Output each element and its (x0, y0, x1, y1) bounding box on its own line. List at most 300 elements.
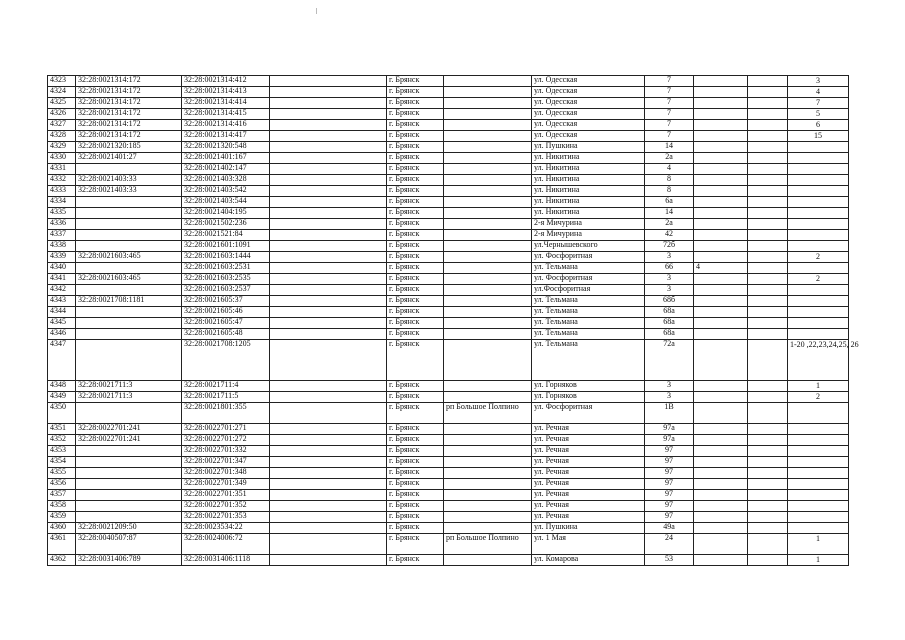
parcel-cadastral-number: 32:28:0021314:172 (76, 131, 182, 142)
city-cell: г. Брянск (387, 490, 444, 501)
premise-cell (270, 329, 387, 340)
building-cadastral-number: 32:28:0024006:72 (182, 534, 270, 555)
premise-cell (270, 153, 387, 164)
scan-mark (316, 8, 317, 14)
row-number: 4324 (48, 87, 76, 98)
parcel-cadastral-number (76, 164, 182, 175)
table-row (48, 285, 849, 296)
row-number: 4342 (48, 285, 76, 296)
street-cell: 2-я Мичурина (532, 219, 645, 230)
apartment-number-cell (788, 468, 849, 479)
premise-cell (270, 468, 387, 479)
building-number-cell: 4 (694, 263, 748, 274)
room-cell (748, 435, 788, 446)
row-number: 4362 (48, 555, 76, 566)
row-number: 4361 (48, 534, 76, 555)
settlement-cell (444, 76, 532, 87)
house-number-cell: 68а (645, 329, 694, 340)
city-cell: г. Брянск (387, 186, 444, 197)
table-row (48, 457, 849, 468)
building-cadastral-number: 32:28:0021401:167 (182, 153, 270, 164)
room-cell (748, 424, 788, 435)
row-number: 4331 (48, 164, 76, 175)
building-number-cell (694, 164, 748, 175)
house-number-cell: 97 (645, 501, 694, 512)
building-number-cell (694, 186, 748, 197)
premise-cell (270, 307, 387, 318)
apartment-number-cell (788, 457, 849, 468)
street-cell: ул. Пушкина (532, 523, 645, 534)
premise-cell (270, 274, 387, 285)
parcel-cadastral-number (76, 197, 182, 208)
apartment-number-cell (788, 241, 849, 252)
building-cadastral-number: 32:28:0022701:352 (182, 501, 270, 512)
room-cell (748, 457, 788, 468)
building-number-cell (694, 197, 748, 208)
house-number-cell: 68а (645, 318, 694, 329)
parcel-cadastral-number (76, 230, 182, 241)
house-number-cell: 72а (645, 340, 694, 381)
building-cadastral-number: 32:28:0022701:349 (182, 479, 270, 490)
apartment-number-cell: 1 (788, 555, 849, 566)
house-number-cell: 2а (645, 219, 694, 230)
settlement-cell (444, 340, 532, 381)
settlement-cell (444, 435, 532, 446)
table-row (48, 263, 849, 274)
premise-cell (270, 285, 387, 296)
building-number-cell (694, 555, 748, 566)
city-cell: г. Брянск (387, 479, 444, 490)
building-cadastral-number: 32:28:0021605:47 (182, 318, 270, 329)
table-row (48, 424, 849, 435)
row-number: 4335 (48, 208, 76, 219)
street-cell: ул.Фосфоритная (532, 285, 645, 296)
city-cell: г. Брянск (387, 241, 444, 252)
room-cell (748, 142, 788, 153)
room-cell (748, 340, 788, 381)
building-cadastral-number: 32:28:0021502:236 (182, 219, 270, 230)
settlement-cell (444, 208, 532, 219)
building-number-cell (694, 98, 748, 109)
apartment-number-cell: 1-20 ,22,23,24,25, 26 (788, 340, 849, 381)
room-cell (748, 403, 788, 424)
city-cell: г. Брянск (387, 392, 444, 403)
street-cell: ул. Фосфоритная (532, 403, 645, 424)
house-number-cell: 7 (645, 76, 694, 87)
house-number-cell: 66 (645, 263, 694, 274)
city-cell: г. Брянск (387, 76, 444, 87)
street-cell: ул. Одесская (532, 98, 645, 109)
premise-cell (270, 457, 387, 468)
parcel-cadastral-number: 32:28:0021314:172 (76, 109, 182, 120)
building-cadastral-number: 32:28:0021521:84 (182, 230, 270, 241)
apartment-number-cell (788, 142, 849, 153)
apartment-number-cell: 3 (788, 76, 849, 87)
building-cadastral-number: 32:28:0021314:413 (182, 87, 270, 98)
city-cell: г. Брянск (387, 555, 444, 566)
house-number-cell: 3 (645, 392, 694, 403)
settlement-cell (444, 197, 532, 208)
street-cell: ул. Одесская (532, 87, 645, 98)
room-cell (748, 252, 788, 263)
apartment-number-cell: 1 (788, 534, 849, 555)
row-number: 4339 (48, 252, 76, 263)
city-cell: г. Брянск (387, 131, 444, 142)
house-number-cell: 3 (645, 274, 694, 285)
street-cell: 2-я Мичурина (532, 230, 645, 241)
city-cell: г. Брянск (387, 307, 444, 318)
settlement-cell (444, 274, 532, 285)
parcel-cadastral-number (76, 479, 182, 490)
table-row (48, 512, 849, 523)
house-number-cell: 97 (645, 490, 694, 501)
table-row (48, 479, 849, 490)
room-cell (748, 285, 788, 296)
building-number-cell (694, 501, 748, 512)
street-cell: ул. Речная (532, 446, 645, 457)
room-cell (748, 109, 788, 120)
table-row (48, 208, 849, 219)
premise-cell (270, 98, 387, 109)
room-cell (748, 446, 788, 457)
apartment-number-cell (788, 153, 849, 164)
apartment-number-cell: 5 (788, 109, 849, 120)
parcel-cadastral-number: 32:28:0022701:241 (76, 424, 182, 435)
room-cell (748, 175, 788, 186)
city-cell: г. Брянск (387, 534, 444, 555)
row-number: 4336 (48, 219, 76, 230)
apartment-number-cell (788, 230, 849, 241)
street-cell: ул. Речная (532, 479, 645, 490)
parcel-cadastral-number: 32:28:0021314:172 (76, 120, 182, 131)
room-cell (748, 76, 788, 87)
street-cell: ул. Тельмана (532, 296, 645, 307)
table-row (48, 523, 849, 534)
building-number-cell (694, 252, 748, 263)
table-row (48, 446, 849, 457)
row-number: 4350 (48, 403, 76, 424)
building-cadastral-number: 32:28:0022701:351 (182, 490, 270, 501)
table-row (48, 98, 849, 109)
parcel-cadastral-number (76, 468, 182, 479)
building-cadastral-number: 32:28:0021403:542 (182, 186, 270, 197)
apartment-number-cell (788, 424, 849, 435)
parcel-cadastral-number: 32:28:0021401:27 (76, 153, 182, 164)
city-cell: г. Брянск (387, 424, 444, 435)
building-number-cell (694, 329, 748, 340)
settlement-cell (444, 512, 532, 523)
building-number-cell (694, 392, 748, 403)
apartment-number-cell (788, 285, 849, 296)
parcel-cadastral-number (76, 490, 182, 501)
settlement-cell (444, 230, 532, 241)
city-cell: г. Брянск (387, 457, 444, 468)
apartment-number-cell (788, 296, 849, 307)
apartment-number-cell (788, 197, 849, 208)
building-cadastral-number: 32:28:0021601:1091 (182, 241, 270, 252)
settlement-cell (444, 501, 532, 512)
street-cell: ул. Речная (532, 512, 645, 523)
room-cell (748, 512, 788, 523)
building-number-cell (694, 76, 748, 87)
building-cadastral-number: 32:28:0022701:272 (182, 435, 270, 446)
apartment-number-cell: 7 (788, 98, 849, 109)
row-number: 4348 (48, 381, 76, 392)
apartment-number-cell (788, 164, 849, 175)
parcel-cadastral-number (76, 307, 182, 318)
building-number-cell (694, 479, 748, 490)
premise-cell (270, 435, 387, 446)
settlement-cell (444, 307, 532, 318)
apartment-number-cell (788, 175, 849, 186)
table-row (48, 164, 849, 175)
settlement-cell (444, 523, 532, 534)
house-number-cell: 8 (645, 186, 694, 197)
room-cell (748, 523, 788, 534)
parcel-cadastral-number: 32:28:0022701:241 (76, 435, 182, 446)
street-cell: ул. Одесская (532, 109, 645, 120)
street-cell: ул. Одесская (532, 131, 645, 142)
premise-cell (270, 252, 387, 263)
house-number-cell: 97 (645, 512, 694, 523)
room-cell (748, 329, 788, 340)
premise-cell (270, 175, 387, 186)
premise-cell (270, 296, 387, 307)
parcel-cadastral-number: 32:28:0021603:465 (76, 252, 182, 263)
building-cadastral-number: 32:28:0021314:416 (182, 120, 270, 131)
building-cadastral-number: 32:28:0021404:195 (182, 208, 270, 219)
table-row (48, 340, 849, 381)
parcel-cadastral-number (76, 241, 182, 252)
row-number: 4343 (48, 296, 76, 307)
table-row (48, 318, 849, 329)
city-cell: г. Брянск (387, 87, 444, 98)
building-cadastral-number: 32:28:0021314:412 (182, 76, 270, 87)
parcel-cadastral-number (76, 512, 182, 523)
house-number-cell: 68а (645, 307, 694, 318)
building-number-cell (694, 534, 748, 555)
city-cell: г. Брянск (387, 230, 444, 241)
city-cell: г. Брянск (387, 98, 444, 109)
room-cell (748, 318, 788, 329)
building-number-cell (694, 208, 748, 219)
apartment-number-cell (788, 446, 849, 457)
street-cell: ул. Тельмана (532, 263, 645, 274)
room-cell (748, 555, 788, 566)
building-cadastral-number: 32:28:0021605:46 (182, 307, 270, 318)
settlement-cell (444, 252, 532, 263)
city-cell: г. Брянск (387, 446, 444, 457)
building-number-cell (694, 175, 748, 186)
table-row (48, 131, 849, 142)
settlement-cell (444, 153, 532, 164)
table-row (48, 392, 849, 403)
table-row (48, 186, 849, 197)
room-cell (748, 479, 788, 490)
parcel-cadastral-number (76, 329, 182, 340)
premise-cell (270, 197, 387, 208)
settlement-cell (444, 424, 532, 435)
parcel-cadastral-number: 32:28:0040507:87 (76, 534, 182, 555)
settlement-cell (444, 296, 532, 307)
building-cadastral-number: 32:28:0021403:328 (182, 175, 270, 186)
settlement-cell (444, 381, 532, 392)
house-number-cell: 97а (645, 424, 694, 435)
parcel-cadastral-number (76, 501, 182, 512)
street-cell: ул.Чернышевского (532, 241, 645, 252)
building-cadastral-number: 32:28:0021314:415 (182, 109, 270, 120)
room-cell (748, 307, 788, 318)
city-cell: г. Брянск (387, 208, 444, 219)
street-cell: ул. Тельмана (532, 329, 645, 340)
row-number: 4346 (48, 329, 76, 340)
row-number: 4357 (48, 490, 76, 501)
building-cadastral-number: 32:28:0021605:48 (182, 329, 270, 340)
settlement-cell (444, 98, 532, 109)
premise-cell (270, 87, 387, 98)
building-cadastral-number: 32:28:0021402:147 (182, 164, 270, 175)
premise-cell (270, 208, 387, 219)
house-number-cell: 53 (645, 555, 694, 566)
building-cadastral-number: 32:28:0021314:414 (182, 98, 270, 109)
street-cell: ул. Никитина (532, 164, 645, 175)
parcel-cadastral-number: 32:28:0021711:3 (76, 381, 182, 392)
building-cadastral-number: 32:28:0021603:2535 (182, 274, 270, 285)
parcel-cadastral-number (76, 446, 182, 457)
house-number-cell: 6а (645, 197, 694, 208)
building-number-cell (694, 87, 748, 98)
table-row (48, 534, 849, 555)
premise-cell (270, 186, 387, 197)
row-number: 4353 (48, 446, 76, 457)
building-cadastral-number: 32:28:0021605:37 (182, 296, 270, 307)
building-cadastral-number: 32:28:0021801:355 (182, 403, 270, 424)
parcel-cadastral-number (76, 285, 182, 296)
table-row (48, 230, 849, 241)
row-number: 4326 (48, 109, 76, 120)
apartment-number-cell: 2 (788, 252, 849, 263)
premise-cell (270, 241, 387, 252)
building-number-cell (694, 318, 748, 329)
premise-cell (270, 131, 387, 142)
building-number-cell (694, 468, 748, 479)
building-cadastral-number: 32:28:0023534:22 (182, 523, 270, 534)
settlement-cell (444, 142, 532, 153)
parcel-cadastral-number: 32:28:0021320:185 (76, 142, 182, 153)
row-number: 4349 (48, 392, 76, 403)
premise-cell (270, 109, 387, 120)
city-cell: г. Брянск (387, 153, 444, 164)
house-number-cell: 14 (645, 208, 694, 219)
settlement-cell (444, 285, 532, 296)
apartment-number-cell (788, 208, 849, 219)
parcel-cadastral-number: 32:28:0021209:50 (76, 523, 182, 534)
room-cell (748, 120, 788, 131)
room-cell (748, 87, 788, 98)
building-cadastral-number: 32:28:0022701:353 (182, 512, 270, 523)
premise-cell (270, 534, 387, 555)
street-cell: ул. Речная (532, 435, 645, 446)
street-cell: ул. Никитина (532, 208, 645, 219)
row-number: 4333 (48, 186, 76, 197)
row-number: 4323 (48, 76, 76, 87)
table-body (48, 75, 859, 566)
row-number: 4356 (48, 479, 76, 490)
table-row (48, 241, 849, 252)
house-number-cell: 7 (645, 109, 694, 120)
premise-cell (270, 512, 387, 523)
room-cell (748, 219, 788, 230)
apartment-number-cell (788, 501, 849, 512)
building-number-cell (694, 490, 748, 501)
settlement-cell (444, 392, 532, 403)
house-number-cell: 3 (645, 381, 694, 392)
settlement-cell (444, 479, 532, 490)
building-number-cell (694, 274, 748, 285)
house-number-cell: 7 (645, 87, 694, 98)
street-cell: ул. Никитина (532, 186, 645, 197)
premise-cell (270, 501, 387, 512)
city-cell: г. Брянск (387, 109, 444, 120)
room-cell (748, 296, 788, 307)
building-cadastral-number: 32:28:0022701:332 (182, 446, 270, 457)
building-cadastral-number: 32:28:0021603:2537 (182, 285, 270, 296)
house-number-cell: 3 (645, 252, 694, 263)
row-number: 4334 (48, 197, 76, 208)
building-cadastral-number: 32:28:0021320:548 (182, 142, 270, 153)
building-cadastral-number: 32:28:0022701:348 (182, 468, 270, 479)
table-row (48, 219, 849, 230)
premise-cell (270, 219, 387, 230)
building-number-cell (694, 457, 748, 468)
building-number-cell (694, 120, 748, 131)
room-cell (748, 230, 788, 241)
room-cell (748, 241, 788, 252)
building-number-cell (694, 241, 748, 252)
city-cell: г. Брянск (387, 263, 444, 274)
premise-cell (270, 381, 387, 392)
street-cell: ул. Тельмана (532, 318, 645, 329)
room-cell (748, 208, 788, 219)
apartment-number-cell: 4 (788, 87, 849, 98)
building-number-cell (694, 230, 748, 241)
premise-cell (270, 263, 387, 274)
settlement-cell: рп Большое Полпино (444, 534, 532, 555)
house-number-cell: 7 (645, 131, 694, 142)
house-number-cell: 2а (645, 153, 694, 164)
building-number-cell (694, 296, 748, 307)
premise-cell (270, 120, 387, 131)
room-cell (748, 468, 788, 479)
house-number-cell: 97 (645, 468, 694, 479)
premise-cell (270, 555, 387, 566)
parcel-cadastral-number: 32:28:0021403:33 (76, 186, 182, 197)
city-cell: г. Брянск (387, 468, 444, 479)
street-cell: ул. Тельмана (532, 340, 645, 381)
street-cell: ул. Речная (532, 468, 645, 479)
room-cell (748, 197, 788, 208)
building-cadastral-number: 32:28:0021711:5 (182, 392, 270, 403)
room-cell (748, 98, 788, 109)
building-number-cell (694, 512, 748, 523)
city-cell: г. Брянск (387, 164, 444, 175)
house-number-cell: 97а (645, 435, 694, 446)
premise-cell (270, 76, 387, 87)
house-number-cell: 72б (645, 241, 694, 252)
house-number-cell: 7 (645, 98, 694, 109)
city-cell: г. Брянск (387, 197, 444, 208)
table-row (48, 153, 849, 164)
